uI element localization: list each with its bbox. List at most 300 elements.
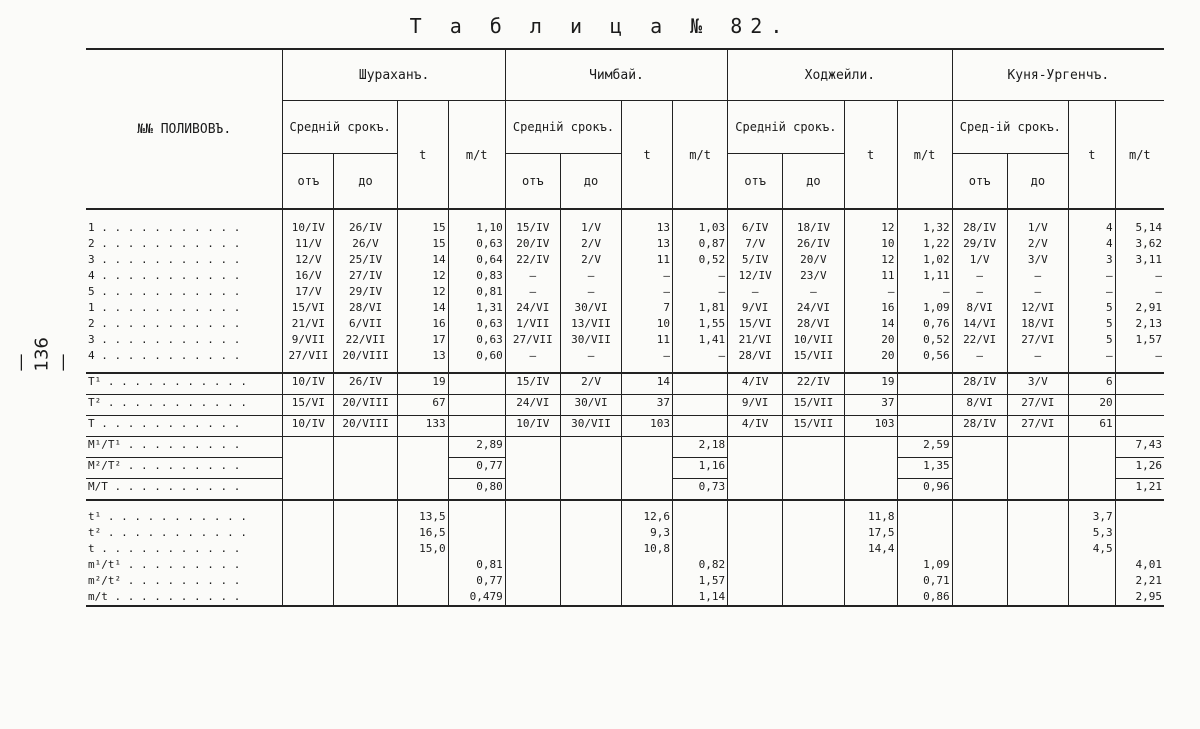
empty-cell: [283, 525, 334, 541]
ratio-label: M/T . . . . . . . . . .: [86, 479, 283, 501]
empty-cell: [334, 557, 398, 573]
summary-cell: 24/VI: [505, 395, 560, 416]
empty-cell: [560, 573, 621, 589]
empty-cell: [334, 500, 398, 509]
data-cell: 14: [397, 300, 448, 316]
empty-cell: [560, 509, 621, 525]
empty-cell: [728, 500, 783, 509]
data-cell: 5/IV: [728, 252, 783, 268]
mt-header: m/t: [897, 101, 952, 210]
avg-t-cell: 9,3: [622, 525, 673, 541]
summary-cell: [1115, 416, 1164, 437]
empty-cell: [283, 541, 334, 557]
empty-cell: [448, 509, 505, 525]
empty-cell: [1069, 458, 1116, 479]
avg-m-row: [86, 573, 1164, 589]
data-cell: 1,41: [673, 332, 728, 348]
data-cell: 20/IV: [505, 236, 560, 252]
data-cell: 6/VII: [334, 316, 398, 332]
data-cell: —: [505, 284, 560, 300]
mt-header: m/t: [448, 101, 505, 210]
data-cell: 2,91: [1115, 300, 1164, 316]
summary-cell: 67: [397, 395, 448, 416]
empty-cell: [397, 500, 448, 509]
data-cell: 1/V: [952, 252, 1007, 268]
avg-m-row: [86, 557, 1164, 573]
empty-cell: [505, 541, 560, 557]
data-cell: 10: [622, 316, 673, 332]
empty-cell: [560, 525, 621, 541]
data-cell: 16: [397, 316, 448, 332]
data-cell: 11: [622, 332, 673, 348]
empty-cell: [728, 437, 783, 458]
avg-m-cell: 2,95: [1115, 589, 1164, 606]
summary-cell: 27/VI: [1007, 416, 1068, 437]
empty-cell: [283, 458, 334, 479]
row-label: 5 . . . . . . . . . . .: [88, 285, 241, 298]
data-cell: 12: [844, 252, 897, 268]
avg-t-cell: 14,4: [844, 541, 897, 557]
avg-t-cell: 3,7: [1069, 509, 1116, 525]
empty-cell: [622, 458, 673, 479]
summary-cell: [448, 373, 505, 395]
avg-t-label: t . . . . . . . . . . .: [88, 542, 241, 555]
empty-cell: [783, 437, 844, 458]
data-cell: 15: [397, 236, 448, 252]
avg-m-row: [86, 589, 1164, 606]
empty-cell: [1007, 525, 1068, 541]
data-cell: —: [505, 268, 560, 284]
summary-cell: 26/IV: [334, 373, 398, 395]
empty-cell: [1007, 500, 1068, 509]
empty-cell: [283, 509, 334, 525]
t-header: t: [1069, 101, 1116, 210]
avg-m-cell: 2,21: [1115, 573, 1164, 589]
avg-m-cell: 0,77: [448, 573, 505, 589]
ratio-cell: 1,21: [1115, 479, 1164, 501]
summary-cell: 10/IV: [283, 373, 334, 395]
t-header: t: [622, 101, 673, 210]
data-cell: —: [1007, 284, 1068, 300]
data-cell: 25/IV: [334, 252, 398, 268]
mean-term-header-2: Среднiй срокъ.: [505, 101, 621, 154]
station-header-4: Куня-Ургенчъ.: [952, 49, 1164, 101]
data-cell: —: [622, 284, 673, 300]
data-cell: 2/V: [1007, 236, 1068, 252]
mean-term-header-4: Сред-iй срокъ.: [952, 101, 1068, 154]
summary-cell: 28/IV: [952, 416, 1007, 437]
row-label: 2 . . . . . . . . . . .: [88, 317, 241, 330]
empty-cell: [1069, 573, 1116, 589]
table-row: [86, 300, 1164, 316]
empty-cell: [1007, 557, 1068, 573]
summary-cell: [897, 373, 952, 395]
summary-cell: 61: [1069, 416, 1116, 437]
data-cell: —: [560, 268, 621, 284]
data-cell: 14: [844, 316, 897, 332]
row-label: 3 . . . . . . . . . . .: [88, 253, 241, 266]
data-cell: 15/VI: [728, 316, 783, 332]
summary-cell: [1115, 373, 1164, 395]
empty-cell: [897, 525, 952, 541]
avg-m-cell: 0,86: [897, 589, 952, 606]
data-cell: 12: [397, 268, 448, 284]
empty-cell: [1115, 509, 1164, 525]
summary-cell: [897, 416, 952, 437]
data-cell: 13: [622, 209, 673, 236]
data-cell: —: [505, 348, 560, 373]
data-cell: 1,31: [448, 300, 505, 316]
mt-header: m/t: [673, 101, 728, 210]
data-cell: 0,87: [673, 236, 728, 252]
data-cell: 3: [1069, 252, 1116, 268]
summary-cell: 19: [844, 373, 897, 395]
avg-m-cell: 4,01: [1115, 557, 1164, 573]
empty-cell: [673, 541, 728, 557]
ratio-cell: 0,73: [673, 479, 728, 501]
summary-cell: 15/VII: [783, 395, 844, 416]
empty-cell: [1069, 479, 1116, 501]
empty-cell: [783, 557, 844, 573]
data-cell: 30/VI: [560, 300, 621, 316]
empty-cell: [283, 479, 334, 501]
ratio-cell: 1,26: [1115, 458, 1164, 479]
to-header: до: [783, 154, 844, 210]
summary-cell: [448, 416, 505, 437]
avg-m-label: m/t . . . . . . . . . .: [86, 589, 283, 606]
data-cell: 13: [622, 236, 673, 252]
data-cell: 1,10: [448, 209, 505, 236]
data-cell: 1/V: [1007, 209, 1068, 236]
data-cell: 1,22: [897, 236, 952, 252]
empty-cell: [622, 500, 673, 509]
empty-cell: [1069, 589, 1116, 606]
spacer-row: [86, 500, 1164, 509]
data-cell: 0,56: [897, 348, 952, 373]
empty-cell: [505, 589, 560, 606]
data-cell: —: [783, 284, 844, 300]
empty-cell: [952, 509, 1007, 525]
empty-cell: [728, 509, 783, 525]
empty-cell: [334, 541, 398, 557]
avg-m-cell: 0,81: [448, 557, 505, 573]
empty-cell: [560, 500, 621, 509]
data-cell: 16/V: [283, 268, 334, 284]
data-cell: 9/VII: [283, 332, 334, 348]
data-cell: 10: [844, 236, 897, 252]
empty-cell: [952, 458, 1007, 479]
data-cell: 12: [397, 284, 448, 300]
data-cell: 13: [397, 348, 448, 373]
ratio-label: M¹/T¹ . . . . . . . . .: [86, 437, 283, 458]
data-cell: 28/VI: [783, 316, 844, 332]
empty-cell: [560, 437, 621, 458]
summary-cell: 30/VI: [560, 395, 621, 416]
empty-cell: [1115, 541, 1164, 557]
empty-cell: [397, 589, 448, 606]
data-cell: —: [673, 348, 728, 373]
avg-t-cell: 10,8: [622, 541, 673, 557]
empty-cell: [334, 458, 398, 479]
empty-cell: [728, 573, 783, 589]
data-cell: 21/VI: [283, 316, 334, 332]
data-cell: 24/VI: [505, 300, 560, 316]
avg-t-label: t² . . . . . . . . . . .: [88, 526, 247, 539]
data-cell: 26/IV: [334, 209, 398, 236]
data-cell: —: [1115, 268, 1164, 284]
data-cell: 28/VI: [728, 348, 783, 373]
data-cell: 1,03: [673, 209, 728, 236]
empty-cell: [783, 458, 844, 479]
data-cell: 12/V: [283, 252, 334, 268]
summary-row: [86, 395, 1164, 416]
data-cell: 12: [844, 209, 897, 236]
empty-cell: [1069, 557, 1116, 573]
data-cell: —: [897, 284, 952, 300]
empty-cell: [505, 525, 560, 541]
data-cell: 0,52: [897, 332, 952, 348]
data-cell: 2/V: [560, 252, 621, 268]
data-cell: 20: [844, 348, 897, 373]
data-cell: 17: [397, 332, 448, 348]
empty-cell: [844, 479, 897, 501]
table-row: [86, 316, 1164, 332]
data-cell: —: [952, 268, 1007, 284]
data-cell: —: [1007, 268, 1068, 284]
avg-t-row: [86, 541, 1164, 557]
mt-header: m/t: [1115, 101, 1164, 210]
empty-cell: [334, 509, 398, 525]
summary-cell: 37: [844, 395, 897, 416]
ratio-label: M²/T² . . . . . . . . .: [86, 458, 283, 479]
row-label: 1 . . . . . . . . . . .: [88, 221, 241, 234]
data-cell: 0,76: [897, 316, 952, 332]
data-cell: 27/VI: [1007, 332, 1068, 348]
data-cell: 3/V: [1007, 252, 1068, 268]
empty-cell: [783, 479, 844, 501]
avg-t-label: t¹ . . . . . . . . . . .: [88, 510, 247, 523]
t-header: t: [397, 101, 448, 210]
data-cell: 3,62: [1115, 236, 1164, 252]
empty-cell: [728, 458, 783, 479]
data-cell: 26/IV: [783, 236, 844, 252]
avg-m-cell: 0,82: [673, 557, 728, 573]
ratio-row: [86, 458, 1164, 479]
irrigation-table: [86, 48, 1164, 607]
empty-cell: [728, 525, 783, 541]
data-cell: 27/VII: [283, 348, 334, 373]
data-cell: 13/VII: [560, 316, 621, 332]
ratio-cell: 0,77: [448, 458, 505, 479]
t-header: t: [844, 101, 897, 210]
table-row: [86, 236, 1164, 252]
data-cell: 4: [1069, 209, 1116, 236]
data-cell: 23/V: [783, 268, 844, 284]
empty-cell: [844, 589, 897, 606]
avg-t-cell: 5,3: [1069, 525, 1116, 541]
data-cell: 29/IV: [952, 236, 1007, 252]
empty-cell: [560, 458, 621, 479]
summary-cell: 103: [622, 416, 673, 437]
empty-cell: [283, 573, 334, 589]
data-cell: 10/VII: [783, 332, 844, 348]
empty-cell: [334, 525, 398, 541]
data-cell: 0,63: [448, 236, 505, 252]
data-cell: 5,14: [1115, 209, 1164, 236]
data-cell: 5: [1069, 300, 1116, 316]
avg-t-cell: 17,5: [844, 525, 897, 541]
empty-cell: [844, 500, 897, 509]
empty-cell: [505, 437, 560, 458]
data-cell: 0,63: [448, 332, 505, 348]
empty-cell: [622, 479, 673, 501]
data-cell: 17/V: [283, 284, 334, 300]
empty-cell: [952, 479, 1007, 501]
data-cell: 12/VI: [1007, 300, 1068, 316]
table-row: [86, 348, 1164, 373]
empty-cell: [897, 500, 952, 509]
empty-cell: [505, 458, 560, 479]
summary-cell: 9/VI: [728, 395, 783, 416]
empty-cell: [952, 525, 1007, 541]
data-cell: 5: [1069, 332, 1116, 348]
empty-cell: [728, 479, 783, 501]
data-cell: 26/V: [334, 236, 398, 252]
ratio-cell: 0,96: [897, 479, 952, 501]
empty-cell: [783, 500, 844, 509]
data-cell: 8/VI: [952, 300, 1007, 316]
empty-cell: [397, 557, 448, 573]
data-cell: 15/VI: [283, 300, 334, 316]
empty-cell: [560, 589, 621, 606]
empty-cell: [397, 437, 448, 458]
empty-cell: [673, 500, 728, 509]
station-header-1: Шураханъ.: [283, 49, 505, 101]
data-cell: 16: [844, 300, 897, 316]
data-cell: 4: [1069, 236, 1116, 252]
to-header: до: [560, 154, 621, 210]
empty-cell: [283, 589, 334, 606]
empty-cell: [334, 573, 398, 589]
empty-cell: [783, 525, 844, 541]
empty-cell: [728, 541, 783, 557]
data-cell: 6/IV: [728, 209, 783, 236]
ratio-cell: 2,59: [897, 437, 952, 458]
summary-cell: 3/V: [1007, 373, 1068, 395]
data-cell: 0,63: [448, 316, 505, 332]
data-cell: —: [1069, 284, 1116, 300]
empty-cell: [1115, 500, 1164, 509]
data-cell: 1,55: [673, 316, 728, 332]
summary-cell: 28/IV: [952, 373, 1007, 395]
table-row: [86, 284, 1164, 300]
summary-cell: 4/IV: [728, 373, 783, 395]
empty-cell: [560, 479, 621, 501]
data-cell: 10/IV: [283, 209, 334, 236]
empty-cell: [505, 500, 560, 509]
data-cell: 3,11: [1115, 252, 1164, 268]
from-header: отъ: [728, 154, 783, 210]
data-cell: 14: [397, 252, 448, 268]
summary-cell: [673, 395, 728, 416]
summary-row: [86, 373, 1164, 395]
empty-cell: [505, 557, 560, 573]
data-cell: 28/IV: [952, 209, 1007, 236]
from-header: отъ: [283, 154, 334, 210]
summary-cell: [448, 395, 505, 416]
table-title: Т а б л и ц а № 82.: [409, 14, 791, 38]
data-cell: 22/VI: [952, 332, 1007, 348]
summary-cell: 10/IV: [505, 416, 560, 437]
data-cell: —: [1007, 348, 1068, 373]
empty-cell: [1069, 500, 1116, 509]
empty-cell: [397, 458, 448, 479]
table-row: [86, 268, 1164, 284]
data-cell: 1,09: [897, 300, 952, 316]
data-cell: 7/V: [728, 236, 783, 252]
ratio-cell: 7,43: [1115, 437, 1164, 458]
data-cell: —: [844, 284, 897, 300]
data-cell: —: [1069, 348, 1116, 373]
empty-cell: [844, 458, 897, 479]
data-cell: 15/IV: [505, 209, 560, 236]
summary-cell: 14: [622, 373, 673, 395]
summary-cell: 15/VI: [283, 395, 334, 416]
summary-cell: [673, 416, 728, 437]
data-cell: 1,57: [1115, 332, 1164, 348]
mean-term-header-1: Среднiй срокъ.: [283, 101, 397, 154]
data-cell: 27/IV: [334, 268, 398, 284]
avg-m-cell: 0,479: [448, 589, 505, 606]
data-cell: 14/VI: [952, 316, 1007, 332]
summary-cell: 37: [622, 395, 673, 416]
data-cell: 2,13: [1115, 316, 1164, 332]
row-label: 2 . . . . . . . . . . .: [88, 237, 241, 250]
data-cell: 24/VI: [783, 300, 844, 316]
from-header: отъ: [505, 154, 560, 210]
summary-row: [86, 416, 1164, 437]
data-cell: 15/VII: [783, 348, 844, 373]
avg-t-cell: 16,5: [397, 525, 448, 541]
empty-cell: [952, 500, 1007, 509]
empty-cell: [560, 541, 621, 557]
summary-cell: [673, 373, 728, 395]
data-cell: 1/V: [560, 209, 621, 236]
empty-cell: [283, 437, 334, 458]
empty-cell: [1007, 509, 1068, 525]
table-row: [86, 252, 1164, 268]
empty-cell: [897, 509, 952, 525]
data-cell: 11/V: [283, 236, 334, 252]
data-cell: —: [560, 284, 621, 300]
summary-cell: 8/VI: [952, 395, 1007, 416]
avg-t-row: [86, 509, 1164, 525]
empty-cell: [622, 557, 673, 573]
empty-cell: [728, 557, 783, 573]
summary-cell: [1115, 395, 1164, 416]
data-cell: 1,81: [673, 300, 728, 316]
empty-cell: [844, 557, 897, 573]
data-cell: 20: [844, 332, 897, 348]
empty-cell: [1007, 479, 1068, 501]
empty-cell: [783, 589, 844, 606]
summary-cell: 19: [397, 373, 448, 395]
empty-cell: [397, 479, 448, 501]
ratio-cell: 1,35: [897, 458, 952, 479]
ratio-row: [86, 479, 1164, 501]
table-row: [86, 209, 1164, 236]
mean-term-header-3: Среднiй срокъ.: [728, 101, 844, 154]
